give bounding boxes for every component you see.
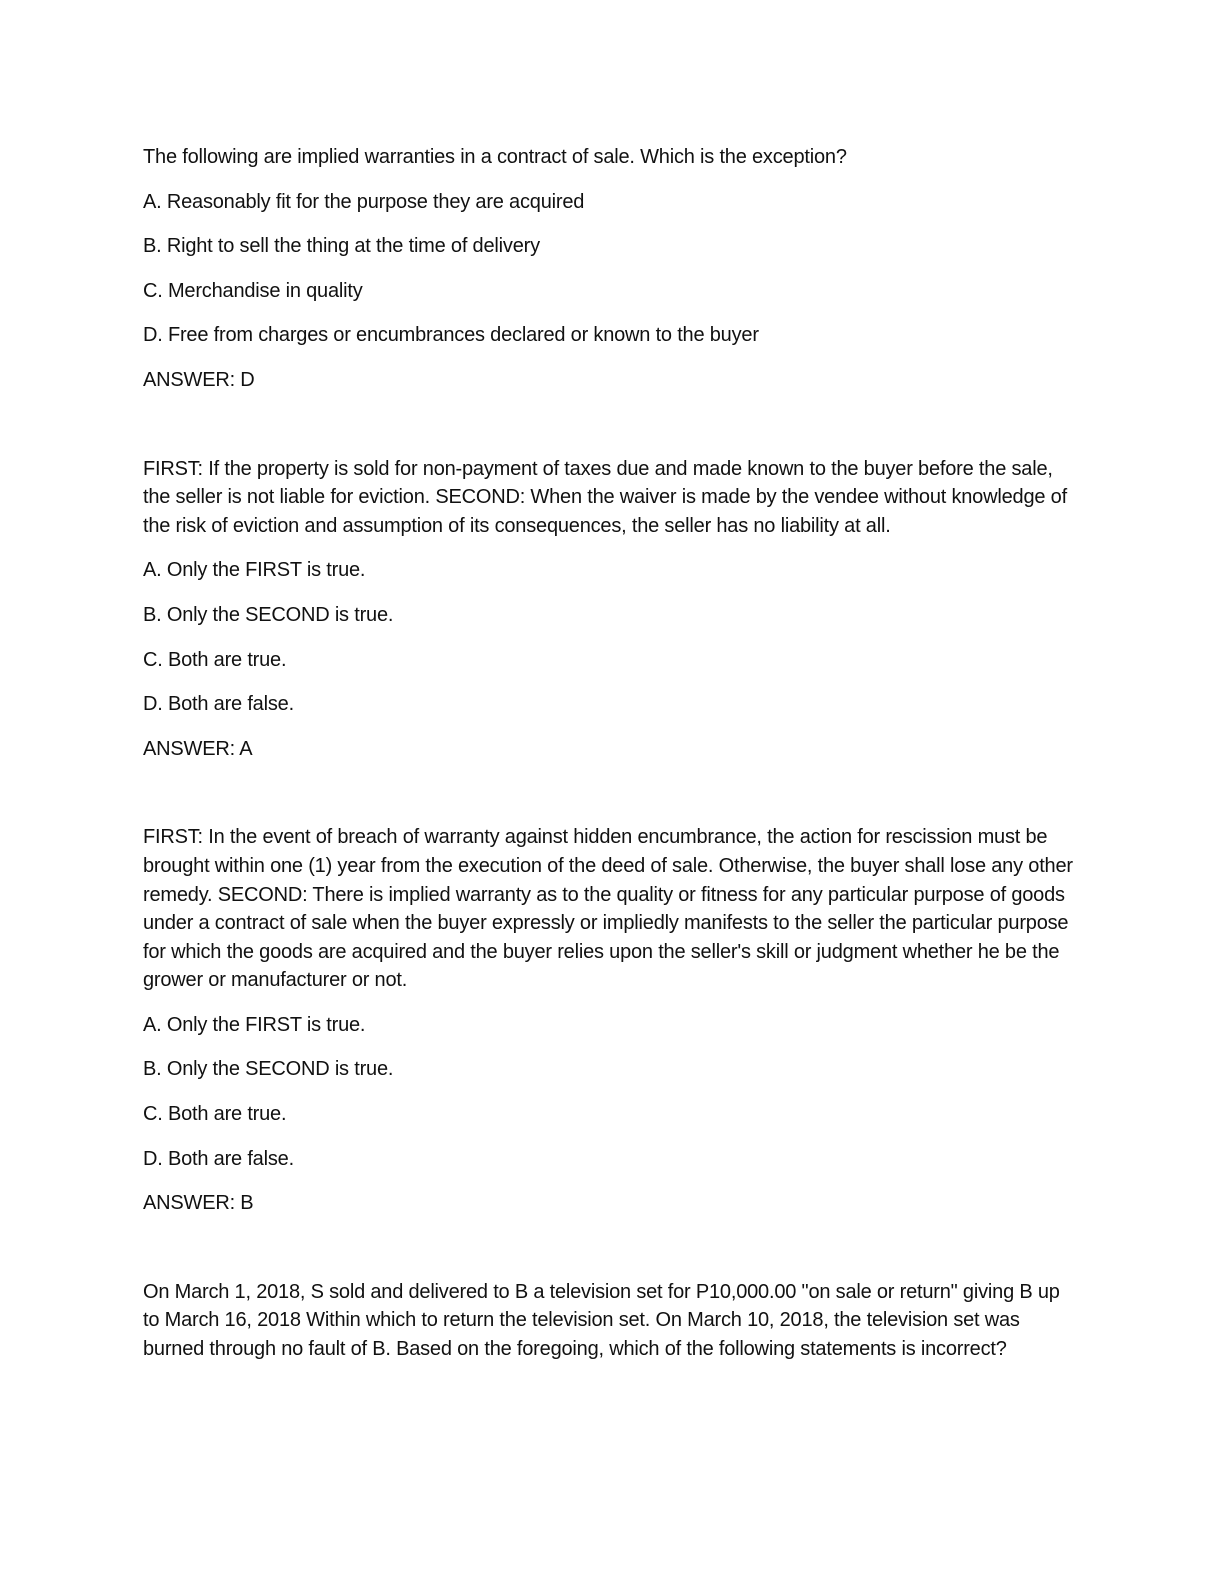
option-a: A. Only the FIRST is true. <box>143 559 366 582</box>
option-b: B. Only the SECOND is true. <box>143 1058 394 1081</box>
question-block <box>143 143 1073 395</box>
spacer <box>143 763 1073 823</box>
spacer <box>143 1218 1073 1278</box>
question-text: On March 1, 2018, S sold and delivered to B a television set for P10,000.00 "on sale or return" giving B up to March 16, 2018 Within which to return the television set. On March 10, 2018, the television set was burned through no fault of B. Based on the foregoing, which of the following statements is incorrect? <box>143 1280 1060 1361</box>
option-a: A. Only the FIRST is true. <box>143 1013 366 1036</box>
document-page <box>143 143 1073 1380</box>
question-block <box>143 1278 1073 1364</box>
option-b: B. Only the SECOND is true. <box>143 603 394 626</box>
question-text: The following are implied warranties in a contract of sale. Which is the exception? <box>143 146 847 168</box>
answer-text: ANSWER: A <box>143 737 253 760</box>
option-d: D. Both are false. <box>143 1147 294 1170</box>
answer-text: ANSWER: D <box>143 368 255 391</box>
option-d: D. Both are false. <box>143 693 294 716</box>
option-b: B. Right to sell the thing at the time of delivery <box>143 235 540 258</box>
question-block <box>143 455 1073 764</box>
option-a: A. Reasonably fit for the purpose they are acquired <box>143 190 585 213</box>
option-c: C. Both are true. <box>143 648 287 671</box>
option-c: C. Both are true. <box>143 1103 287 1126</box>
question-block <box>143 823 1073 1218</box>
option-c: C. Merchandise in quality <box>143 279 363 302</box>
question-text: FIRST: If the property is sold for non-payment of taxes due and made known to the buyer before the sale, the seller is not liable for eviction. SECOND: When the waiver is made by the vendee without knowledge of the risk of eviction and assumption of its consequences, the seller has no liability at all. <box>143 457 1067 537</box>
option-d: D. Free from charges or encumbrances declared or known to the buyer <box>143 324 759 347</box>
answer-text: ANSWER: B <box>143 1192 254 1215</box>
spacer <box>143 395 1073 455</box>
question-text: FIRST: In the event of breach of warranty against hidden encumbrance, the action for rescission must be brought within one (1) year from the execution of the deed of sale. Otherwise, the buyer shall lose any other remedy. SECOND: There is implied warranty as to the quality or fitness for any particular purpose of goods under a contract of sale when the buyer expressly or impliedly manifests to the seller the particular purpose for which the goods are acquired and the buyer relies upon the seller's skill or judgment whether he be the grower or manufacturer or not. <box>143 826 1073 992</box>
